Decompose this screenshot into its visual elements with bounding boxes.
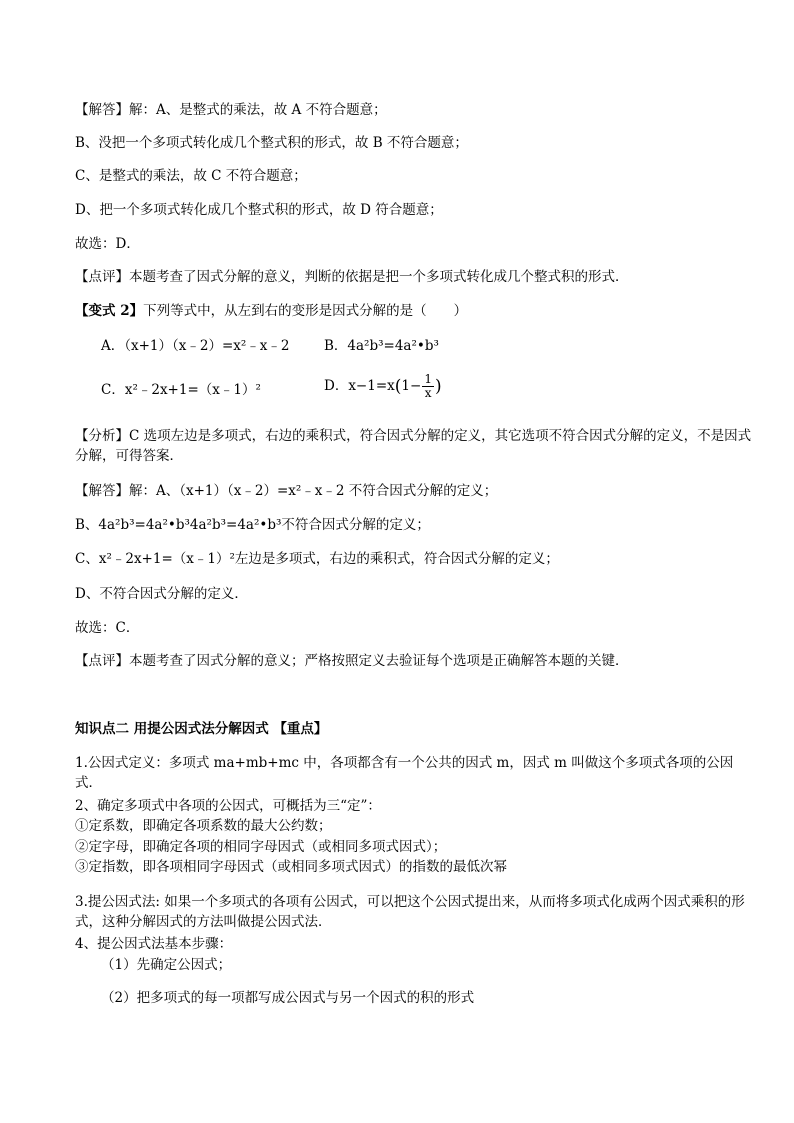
analysis-paragraph [75, 426, 755, 466]
steps-heading: 4、提公因式法基本步骤： [75, 936, 233, 952]
step-1: （1）先确定公因式； [101, 957, 232, 973]
option-c: C．x²﹣2x+1=（x﹣1）² [101, 382, 261, 398]
rule-coefficient: ①定系数，即确定各项系数的最大公约数； [75, 818, 332, 834]
rule-letter: ②定字母，即确定各项的相同字母因式（或相同多项式因式）； [75, 839, 447, 855]
option-d-one: 1− [401, 378, 422, 394]
definition-paragraph: 1.公因式定义：多项式 ma+mb+mc 中，各项都含有一个公共的因式 m，因式 m 叫做这个多项式各项的公因式． [75, 755, 734, 791]
review2-line [75, 652, 629, 670]
three-rules-intro: 2、确定多项式中各项的公因式，可概括为三“定”： [75, 798, 381, 814]
option-a: A．（x+1）（x﹣2）=x²﹣x﹣2 [101, 338, 290, 354]
option-b: B．4a²b³=4a²•b³ [324, 338, 439, 354]
section-heading: 知识点二 用提公因式法分解因式 【重点】 [75, 721, 328, 737]
review-tag: 【点评】 [75, 269, 129, 285]
answer-text: 解：A、是整式的乘法，故 A 不符合题意； [129, 102, 387, 118]
variant-question [75, 302, 467, 320]
review2-tag: 【点评】 [75, 653, 129, 669]
option-d [324, 373, 442, 400]
answer-choice: 故选：D． [75, 236, 140, 252]
variant-question-text: 下列等式中，从左到右的变形是因式分解的是（ ） [143, 303, 468, 319]
option-d-paren-open: ( [394, 376, 402, 397]
option-d-fraction [422, 373, 434, 400]
review2-text: 本题考查了因式分解的意义；严格按照定义去验证每个选项是正确解答本题的关键． [129, 653, 629, 669]
answer2-text: 解：A、（x+1）（x﹣2）=x²﹣x﹣2 不符合因式分解的定义； [129, 483, 498, 499]
option-d-paren-close: ) [434, 376, 442, 397]
answer2-choice: 故选：C． [75, 620, 140, 636]
answer2-line-4: D、不符合因式分解的定义． [75, 586, 248, 602]
answer-line-3: C、是整式的乘法，故 C 不符合题意； [75, 168, 307, 184]
analysis-text: C 选项左边是多项式，右边的乘积式，符合因式分解的定义，其它选项不符合因式分解的定义，不是因式分解，可得答案． [75, 428, 752, 464]
analysis-tag: 【分析】 [75, 428, 129, 444]
fraction-denominator: x [424, 386, 432, 400]
answer2-line-2: B、4a²b³=4a²•b³4a²b³=4a²•b³不符合因式分解的定义； [75, 517, 430, 533]
answer2-tag: 【解答】 [75, 483, 129, 499]
method-paragraph: 3.提公因式法: 如果一个多项式的各项有公因式，可以把这个公因式提出来，从而将多项式化成两个因式乘积的形式，这种分解因式的方法叫做提公因式法． [75, 894, 745, 930]
step-2: （2）把多项式的每一项都写成公因式与另一个因式的积的形式 [101, 990, 475, 1006]
answer-line-1 [75, 101, 387, 119]
review-line [75, 268, 629, 286]
rule-exponent: ③定指数，即各项相同字母因式（或相同多项式因式）的指数的最低次幂 [75, 859, 507, 875]
answer-tag: 【解答】 [75, 102, 129, 118]
variant-tag: 【变式 2】 [75, 303, 144, 319]
answer-line-4: D、把一个多项式转化成几个整式积的形式，故 D 符合题意； [75, 202, 443, 218]
answer2-line-1 [75, 482, 497, 500]
answer2-line-3: C、x²﹣2x+1=（x﹣1）²左边是多项式，右边的乘积式，符合因式分解的定义； [75, 551, 559, 567]
fraction-numerator: 1 [424, 372, 432, 386]
option-d-prefix: D．x−1=x [324, 378, 395, 394]
answer-line-2: B、没把一个多项式转化成几个整式积的形式，故 B 不符合题意； [75, 135, 468, 151]
review-text: 本题考查了因式分解的意义，判断的依据是把一个多项式转化成几个整式积的形式． [129, 269, 629, 285]
